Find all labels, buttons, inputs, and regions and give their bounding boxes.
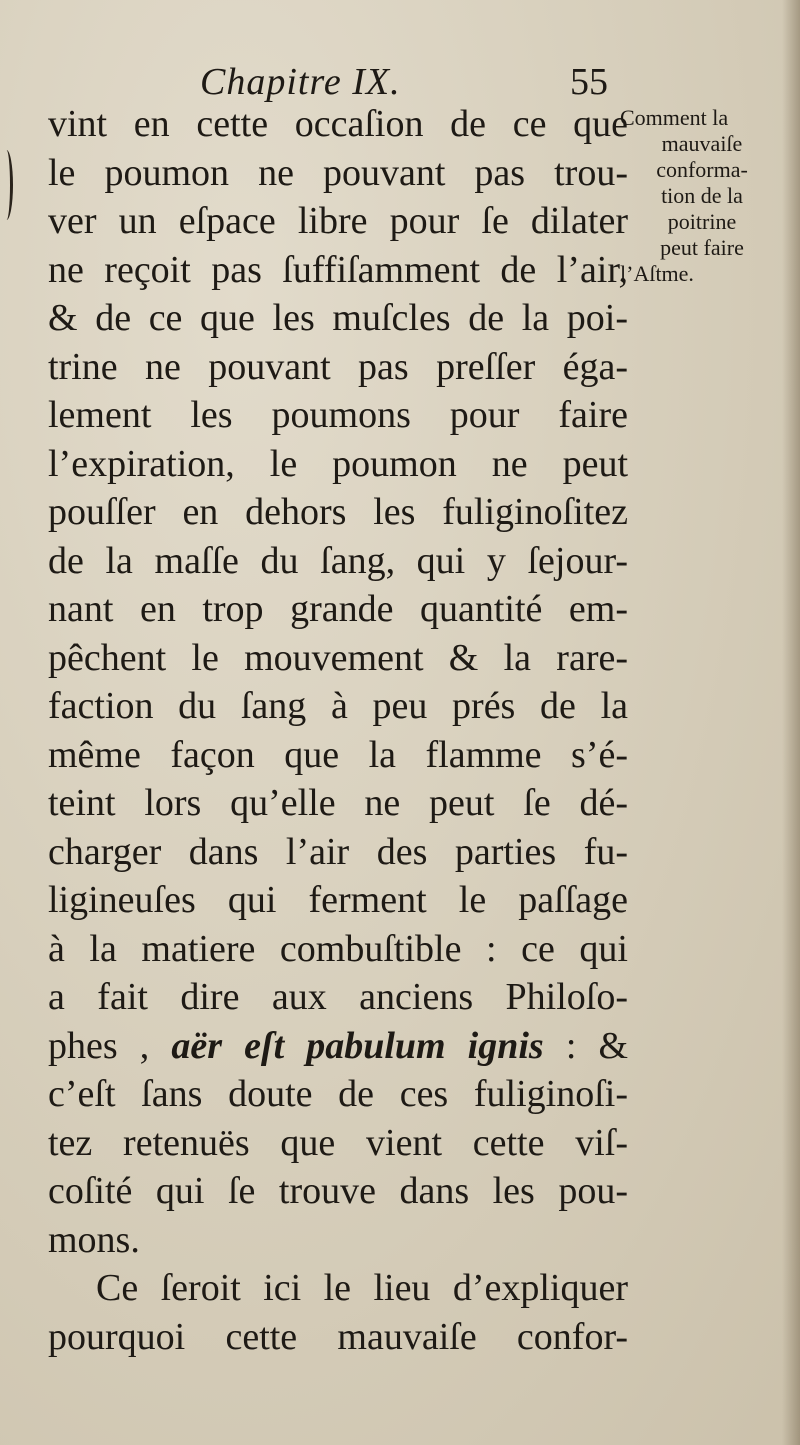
text-line: à la matiere combuſtible : ce qui [48, 927, 628, 970]
text-line: faction du ſang à peu prés de la [48, 685, 628, 727]
text-line: lement les poumons pour faire [48, 394, 628, 436]
page-number: 55 [570, 61, 608, 103]
binding-edge [0, 150, 13, 220]
margin-note-line: Comment la [620, 105, 729, 130]
latin-phrase: aër eſt pabulum ignis [171, 1024, 544, 1067]
text-line-latin-quote [48, 1022, 628, 1071]
text-line: pouſſer en dehors les fuliginoſitez [48, 491, 628, 533]
text-line: pêchent le mouvement & la rare- [48, 636, 628, 679]
text-line: c’eſt ſans doute de ces fuliginoſi- [48, 1073, 628, 1115]
text-line: mons. [48, 1218, 140, 1261]
text-line: le poumon ne pouvant pas trou- [48, 151, 628, 194]
margin-note [612, 105, 792, 287]
text-segment: phes , [48, 1024, 172, 1067]
text-line: & de ce que les muſcles de la poi- [48, 297, 628, 339]
text-line: ne reçoit pas ſuffiſamment de l’air, [48, 248, 628, 291]
text-line: ligineuſes qui ferment le paſſage [48, 879, 628, 921]
main-text [48, 100, 628, 1361]
text-line: même façon que la flamme s’é- [48, 733, 628, 776]
running-title: Chapitre IX. [200, 61, 401, 103]
text-line: nant en trop grande quantité em- [48, 588, 628, 630]
margin-note-line: l’Aſtme. [620, 261, 694, 286]
text-line: vint en cette occaſion de ce que [48, 103, 628, 145]
margin-note-line: peut faire [660, 235, 744, 260]
margin-note-line: tion de la [661, 183, 743, 208]
text-line: trine ne pouvant pas preſſer éga- [48, 345, 628, 388]
text-line: coſité qui ſe trouve dans les pou- [48, 1170, 628, 1212]
text-line: de la maſſe du ſang, qui y ſejour- [48, 539, 628, 582]
text-line: tez retenuës que vient cette viſ- [48, 1121, 628, 1164]
text-line: teint lors qu’elle ne peut ſe dé- [48, 782, 628, 824]
text-segment: : & [543, 1024, 629, 1067]
margin-note-line: mauvaiſe [661, 131, 743, 156]
text-line: pourquoi cette mauvaiſe confor- [48, 1315, 628, 1358]
text-line: a fait dire aux anciens Philoſo- [48, 976, 628, 1018]
text-line: charger dans l’air des parties fu- [48, 830, 628, 873]
text-line: ver un eſpace libre pour ſe dilater [48, 200, 628, 242]
margin-note-line: poitrine [667, 209, 737, 234]
paragraph-start-line: Ce ſeroit ici le lieu d’expliquer [96, 1267, 628, 1309]
margin-note-line: conforma- [656, 157, 748, 182]
text-line: l’expiration, le poumon ne peut [48, 442, 628, 485]
